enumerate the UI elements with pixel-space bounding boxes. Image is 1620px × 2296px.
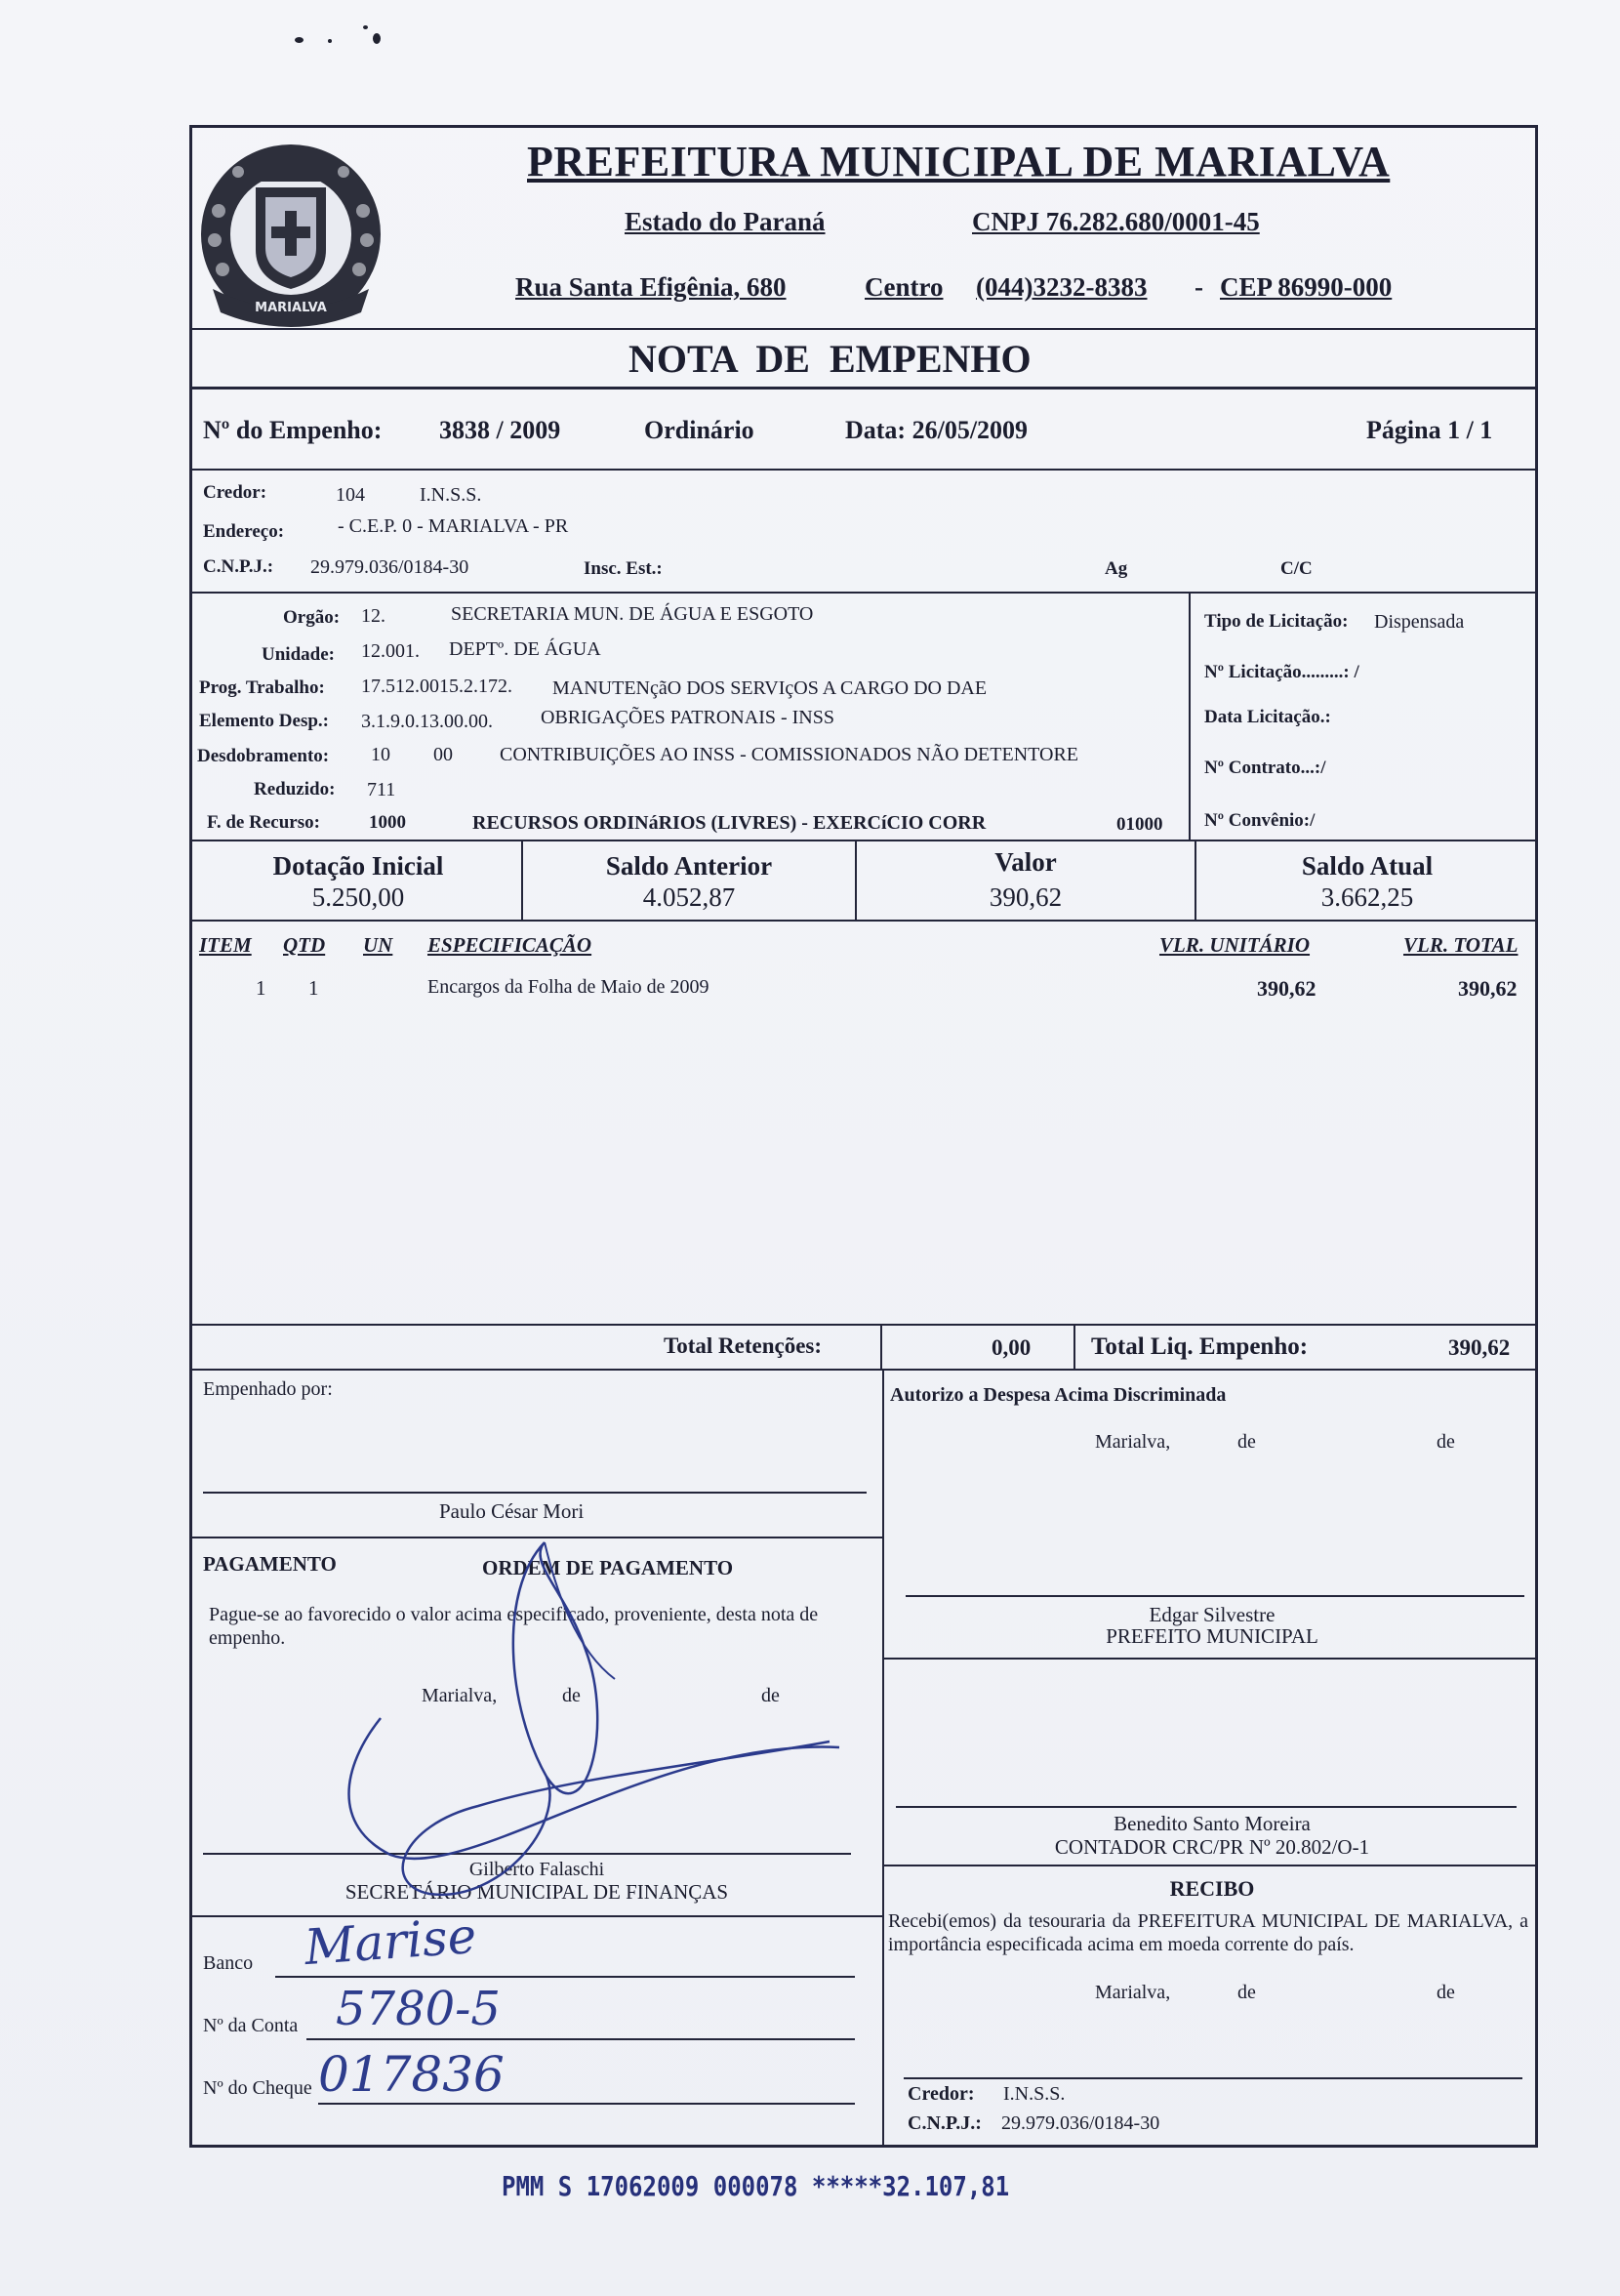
secretario-name: Gilberto Falaschi <box>468 1859 605 1880</box>
col-header-qtd: QTD <box>283 933 326 957</box>
conta-label: Nº da Conta <box>203 2015 299 2036</box>
col-header-item: ITEM <box>199 933 252 957</box>
liq-empenho-label: Total Liq. Empenho: <box>1091 1333 1309 1360</box>
unidade-label: Unidade: <box>262 644 335 665</box>
desdob-code1: 10 <box>371 744 390 765</box>
recibo-cnpj-label: C.N.P.J.: <box>908 2112 982 2134</box>
recurso-code: 1000 <box>369 812 406 833</box>
municipal-crest-icon <box>195 133 386 336</box>
cheque-handwritten: 017836 <box>318 2046 505 2103</box>
col-header-vlr-unitario: VLR. UNITÁRIO <box>1159 933 1311 957</box>
tipo-licitacao-value: Dispensada <box>1374 611 1465 633</box>
autorizo-city: Marialva, <box>1095 1431 1171 1453</box>
recurso-code2: 01000 <box>1116 814 1163 835</box>
divider <box>882 1865 1538 1866</box>
pagamento-de-2: de <box>761 1685 780 1706</box>
prog-label: Prog. Trabalho: <box>199 677 325 698</box>
conta-line <box>306 2038 855 2040</box>
empenho-type: Ordinário <box>644 416 754 444</box>
recurso-name: RECURSOS ORDINáRIOS (LIVRES) - EXERCíCIO CORR <box>472 812 987 834</box>
divider <box>189 1324 1538 1326</box>
row-especificacao: Encargos da Folha de Maio de 2009 <box>427 976 709 998</box>
prefeitura-title: PREFEITURA MUNICIPAL DE MARIALVA <box>527 138 1391 185</box>
divider <box>880 1324 882 1371</box>
divider <box>189 920 1538 922</box>
ordem-pagamento-label: ORDEM DE PAGAMENTO <box>482 1556 734 1579</box>
handwritten-signature-icon <box>322 1533 849 1923</box>
divider <box>882 1658 1538 1660</box>
tipo-licitacao-label: Tipo de Licitação: <box>1204 611 1349 632</box>
convenio-label: Nº Convênio:/ <box>1204 810 1316 831</box>
col-header-un: UN <box>363 933 393 957</box>
row-item: 1 <box>256 976 266 1000</box>
scan-speck <box>363 25 368 29</box>
unidade-name: DEPTº. DE ÁGUA <box>449 638 601 660</box>
divider <box>189 1369 1538 1371</box>
cheque-line <box>318 2103 855 2105</box>
row-vlr-unitario: 390,62 <box>1257 976 1316 1001</box>
secretario-title: SECRETÁRIO MUNICIPAL DE FINANÇAS <box>344 1880 729 1904</box>
divider <box>189 328 1538 330</box>
header-cep: CEP 86990-000 <box>1220 272 1393 302</box>
reduzido-label: Reduzido: <box>254 779 336 800</box>
cnpj-header: CNPJ 76.282.680/0001-45 <box>972 207 1260 236</box>
ag-label: Ag <box>1105 558 1128 579</box>
prefeito-name: Edgar Silvestre <box>1149 1603 1276 1626</box>
divider <box>189 840 1538 841</box>
elem-name: OBRIGAÇÕES PATRONAIS - INSS <box>541 707 834 728</box>
credor-label: Credor: <box>203 482 267 503</box>
recibo-credor-value: I.N.S.S. <box>1003 2083 1066 2105</box>
data-licitacao-label: Data Licitação.: <box>1204 707 1331 727</box>
elem-label: Elemento Desp.: <box>199 711 329 731</box>
insc-est-label: Insc. Est.: <box>584 558 663 579</box>
crest-motto: MARIALVA <box>255 301 327 315</box>
desdob-name: CONTRIBUIÇÕES AO INSS - COMISSIONADOS NÃO DETENTORE <box>500 744 1078 765</box>
valor-value: 390,62 <box>989 882 1063 912</box>
scan-speck <box>295 37 304 43</box>
pagamento-label: PAGAMENTO <box>203 1552 337 1576</box>
header-dash: - <box>1195 272 1203 302</box>
cnpj-label: C.N.P.J.: <box>203 556 274 577</box>
recibo-city: Marialva, <box>1095 1982 1171 2003</box>
pagamento-de-1: de <box>562 1685 581 1706</box>
elem-code: 3.1.9.0.13.00.00. <box>361 711 493 732</box>
autorizo-de-2: de <box>1437 1431 1455 1453</box>
saldo-anterior-value: 4.052,87 <box>642 882 736 912</box>
divider <box>189 387 1538 390</box>
orgao-code: 12. <box>361 605 385 627</box>
valor-label: Valor <box>994 847 1057 877</box>
divider <box>189 592 1538 594</box>
desdob-label: Desdobramento: <box>197 746 330 766</box>
empenhado-name: Paulo César Mori <box>439 1499 585 1523</box>
header-district: Centro <box>865 272 944 302</box>
machine-stamp: PMM S 17062009 000078 *****32.107,81 <box>502 2170 1010 2203</box>
contador-name: Benedito Santo Moreira <box>1114 1812 1311 1835</box>
autorizo-de-1: de <box>1237 1431 1256 1453</box>
endereco-label: Endereço: <box>203 521 285 542</box>
row-qtd: 1 <box>308 976 319 1000</box>
retencoes-label: Total Retenções: <box>664 1333 823 1358</box>
header-phone: (044)3232-8383 <box>976 272 1148 302</box>
recibo-cnpj-value: 29.979.036/0184-30 <box>1001 2112 1160 2134</box>
empenhado-label: Empenhado por: <box>203 1378 333 1400</box>
signature-line <box>904 2077 1522 2079</box>
recibo-credor-label: Credor: <box>908 2083 975 2105</box>
recibo-de-2: de <box>1437 1982 1455 2003</box>
recibo-text: Recebi(emos) da tesouraria da PREFEITURA MUNICIPAL DE MARIALVA, a importância especificada acima em moeda corrente do país. <box>888 1910 1528 1955</box>
divider <box>1073 1324 1075 1371</box>
banco-label: Banco <box>203 1952 254 1974</box>
empenho-number: 3838 / 2009 <box>439 416 561 444</box>
recibo-title: RECIBO <box>1169 1876 1255 1901</box>
reduzido-value: 711 <box>367 779 396 800</box>
row-vlr-total: 390,62 <box>1458 976 1518 1001</box>
empenho-date: Data: 26/05/2009 <box>845 416 1029 444</box>
autorizo-label: Autorizo a Despesa Acima Discriminada <box>890 1384 1227 1406</box>
contrato-label: Nº Contrato...:/ <box>1204 758 1326 778</box>
prog-code: 17.512.0015.2.172. <box>361 676 512 697</box>
credor-cnpj: 29.979.036/0184-30 <box>310 556 469 578</box>
divider <box>189 469 1538 471</box>
saldo-atual-value: 3.662,25 <box>1320 882 1414 912</box>
contador-title: CONTADOR CRC/PR Nº 20.802/O-1 <box>1054 1835 1370 1859</box>
pagamento-text: Pague-se ao favorecido o valor acima especificado, proveniente, desta nota de empenho. <box>209 1604 819 1649</box>
unidade-code: 12.001. <box>361 640 420 662</box>
recibo-de-1: de <box>1237 1982 1256 2003</box>
cc-label: C/C <box>1280 558 1313 579</box>
divider <box>882 1369 884 2148</box>
cheque-label: Nº do Cheque <box>203 2077 312 2099</box>
liq-empenho-value: 390,62 <box>1448 1335 1511 1360</box>
recurso-label: F. de Recurso: <box>207 812 320 833</box>
prog-name: MANUTENçãO DOS SERVIçOS A CARGO DO DAE <box>552 677 988 699</box>
dotacao-value: 5.250,00 <box>311 882 405 912</box>
pagamento-city: Marialva, <box>422 1685 498 1706</box>
saldo-anterior-label: Saldo Anterior <box>605 851 773 881</box>
orgao-name: SECRETARIA MUN. DE ÁGUA E ESGOTO <box>451 603 814 625</box>
banco-line <box>275 1976 855 1978</box>
dotacao-label: Dotação Inicial <box>272 851 444 881</box>
signature-line <box>203 1492 867 1494</box>
signature-line <box>896 1806 1517 1808</box>
state-name: Estado do Paraná <box>625 207 826 236</box>
desdob-code2: 00 <box>433 744 453 765</box>
credor-code: 104 <box>336 484 365 506</box>
empenho-label: Nº do Empenho: <box>203 416 383 444</box>
banco-handwritten: Marise <box>303 1906 478 1977</box>
col-header-vlr-total: VLR. TOTAL <box>1403 933 1519 957</box>
saldo-atual-label: Saldo Atual <box>1301 851 1434 881</box>
conta-handwritten: 5780-5 <box>336 1982 501 2036</box>
retencoes-value: 0,00 <box>992 1335 1032 1360</box>
page-number: Página 1 / 1 <box>1366 416 1493 444</box>
prefeito-title: PREFEITO MUNICIPAL <box>1106 1624 1318 1648</box>
num-licitacao-label: Nº Licitação.........: / <box>1204 662 1359 682</box>
scan-speck <box>373 33 381 44</box>
header-address: Rua Santa Efigênia, 680 <box>515 272 787 302</box>
doc-title: NOTA DE EMPENHO <box>628 337 1032 381</box>
scan-speck <box>328 39 332 43</box>
col-header-especificacao: ESPECIFICAÇÃO <box>427 933 592 957</box>
signature-line <box>906 1595 1524 1597</box>
divider <box>1189 592 1191 841</box>
endereco-value: - C.E.P. 0 - MARIALVA - PR <box>338 515 569 537</box>
credor-name: I.N.S.S. <box>420 484 482 506</box>
orgao-label: Orgão: <box>283 607 341 628</box>
